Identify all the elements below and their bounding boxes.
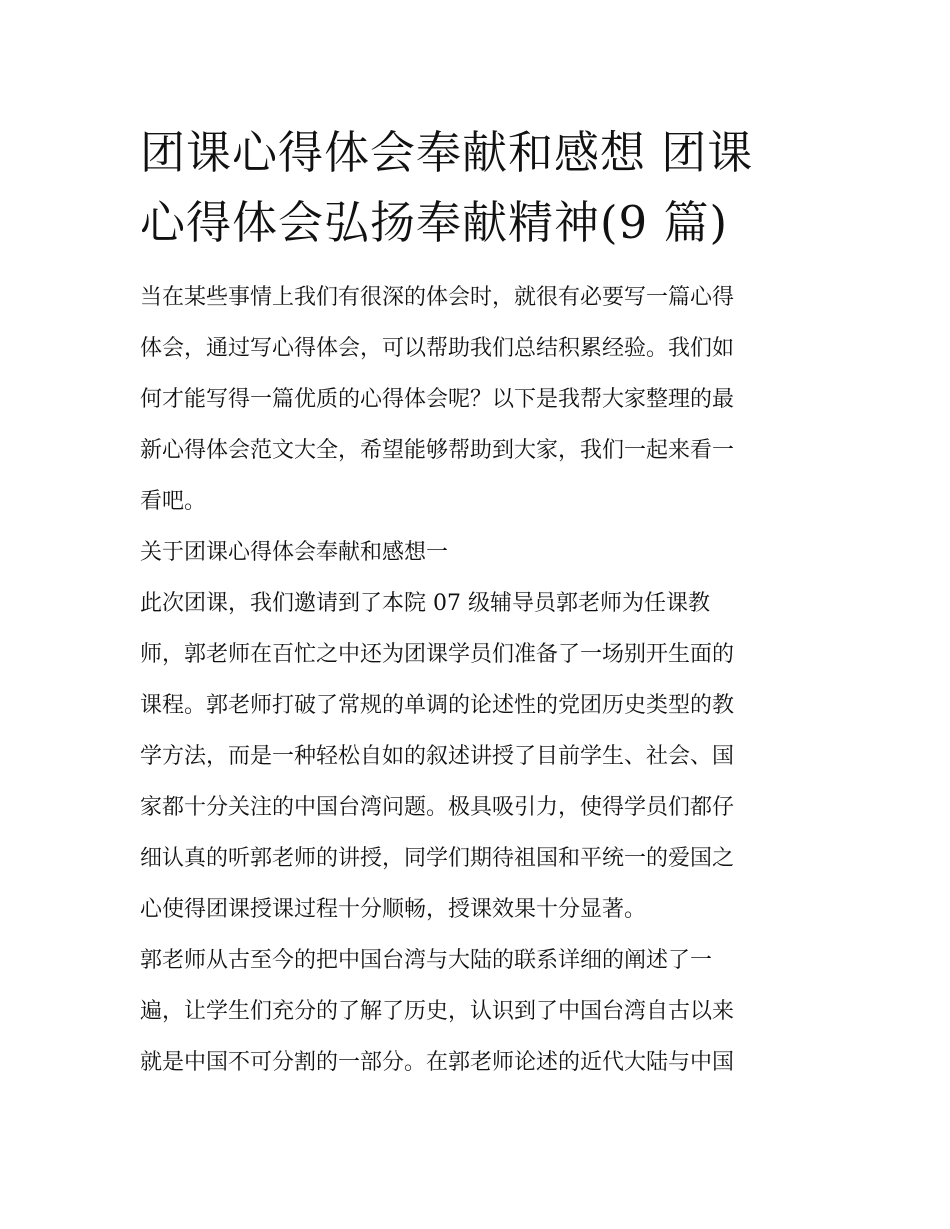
text-line: 当在某些事情上我们有很深的体会时，就很有必要写一篇心得 [140,285,735,310]
text-line: 郭老师从古至今的把中国台湾与大陆的联系详细的阐述了一 [140,948,713,973]
title-line: 团课心得体会奉献和感想 团课 [140,126,754,179]
section-heading [140,527,812,578]
document-content [140,118,812,1088]
text-line: 新心得体会范文大全，希望能够帮助到大家，我们一起来看一 [140,438,735,463]
text-line: 课程。郭老师打破了常规的单调的论述性的党团历史类型的教 [140,693,735,718]
intro-paragraph [140,272,812,527]
text-line: 体会，通过写心得体会，可以帮助我们总结积累经验。我们如 [140,336,735,361]
title-line: 心得体会弘扬奉献精神(9 篇) [140,196,729,249]
text-line: 学方法，而是一种轻松自如的叙述讲授了目前学生、社会、国 [140,744,735,769]
text-line: 就是中国不可分割的一部分。在郭老师论述的近代大陆与中国 [140,1050,735,1075]
text-line: 遍，让学生们充分的了解了历史，认识到了中国台湾自古以来 [140,999,735,1024]
text-line: 何才能写得一篇优质的心得体会呢？以下是我帮大家整理的最 [140,387,735,412]
document-title [140,118,812,258]
text-line: 细认真的听郭老师的讲授，同学们期待祖国和平统一的爱国之 [140,846,735,871]
text-line: 师，郭老师在百忙之中还为团课学员们准备了一场别开生面的 [140,642,735,667]
text-line: 家都十分关注的中国台湾问题。极具吸引力，使得学员们都仔 [140,795,735,820]
text-line: 心使得团课授课过程十分顺畅，授课效果十分显著。 [140,897,647,922]
text-line: 此次团课，我们邀请到了本院 07 级辅导员郭老师为任课教 [140,591,710,616]
section-heading-text: 关于团课心得体会奉献和感想一 [140,540,449,565]
body-paragraph-2 [140,935,812,1088]
body-paragraph-1 [140,578,812,935]
text-line: 看吧。 [140,489,207,514]
document-body [140,272,812,1088]
